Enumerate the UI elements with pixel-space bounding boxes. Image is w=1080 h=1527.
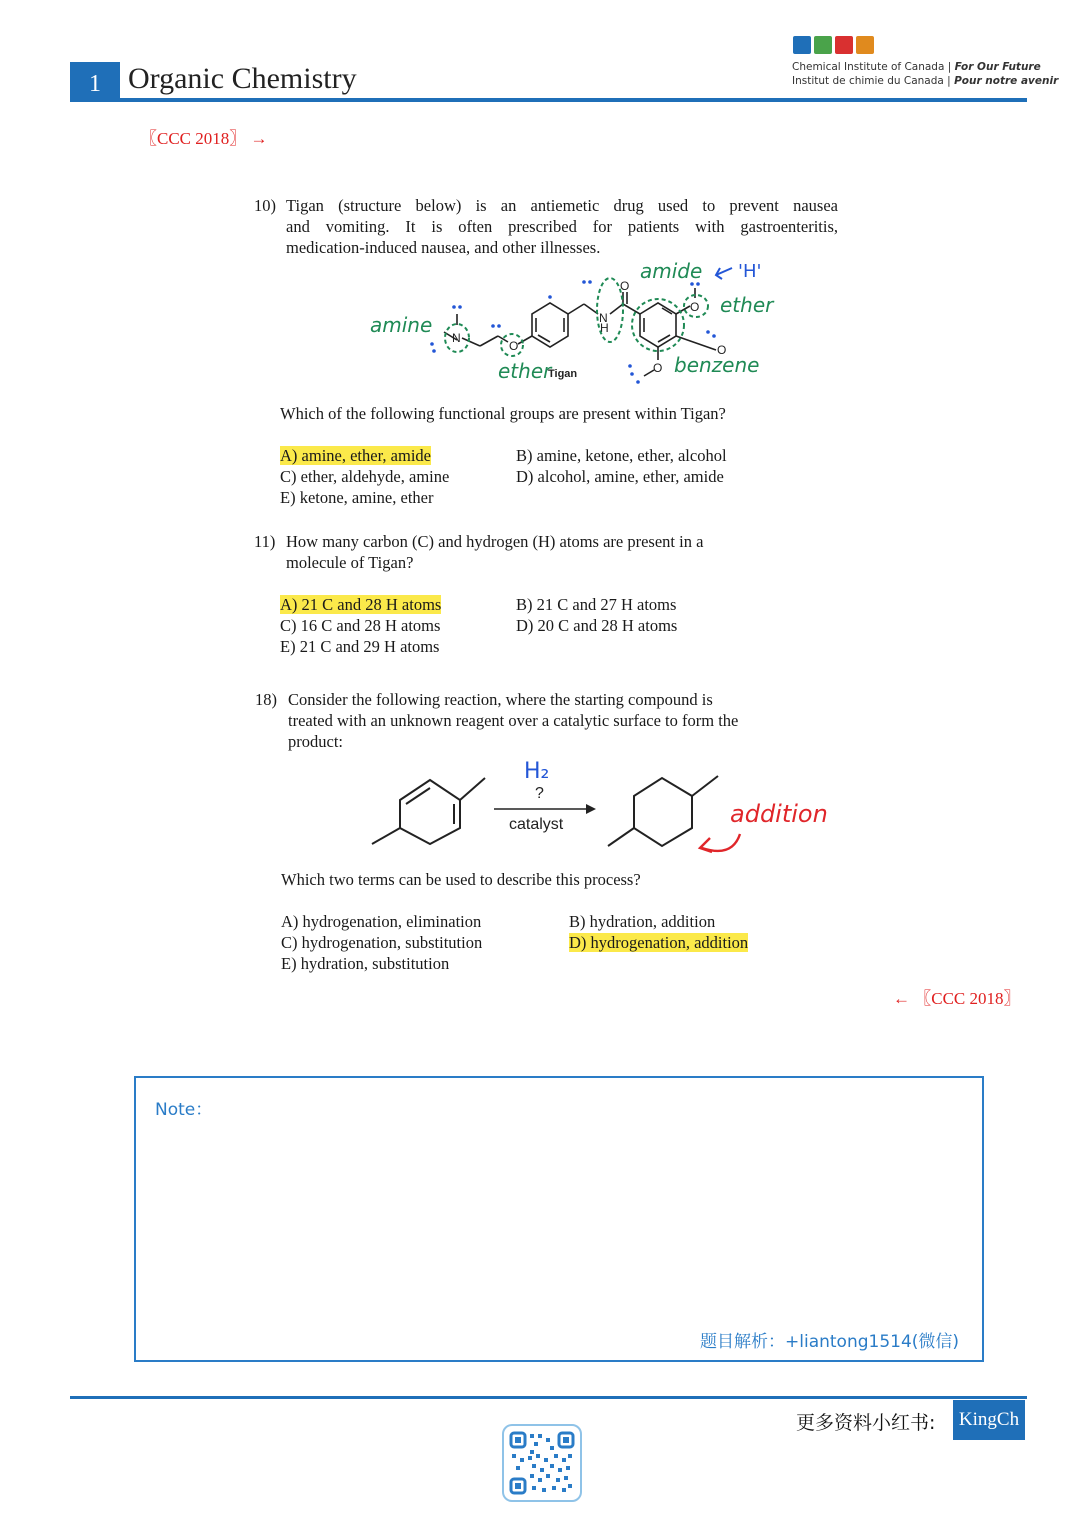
question-text-line: How many carbon (C) and hydrogen (H) atoms are present in a <box>286 532 704 551</box>
org-english-tagline: For Our Future <box>954 61 1041 73</box>
option-c: C) 16 C and 28 H atoms <box>280 616 441 635</box>
header-rule <box>70 98 1027 102</box>
question-text-line: product: <box>288 732 343 751</box>
handwritten-note: addition <box>730 800 828 828</box>
cic-logo-group <box>793 36 874 54</box>
answer-highlight: A) 21 C and 28 H atoms <box>280 595 442 614</box>
annotation-amine: amine <box>370 313 433 337</box>
annotation-h-label: 'H' <box>738 261 762 282</box>
option-e: E) 21 C and 29 H atoms <box>280 637 440 656</box>
option-d: D) 20 C and 28 H atoms <box>516 616 678 635</box>
option-d: D) alcohol, amine, ether, amide <box>516 467 724 486</box>
footer-rule <box>70 1396 1027 1399</box>
question-18 <box>255 689 835 752</box>
page-number-badge: 1 <box>70 62 120 102</box>
option-e: E) hydration, substitution <box>281 954 450 973</box>
reagent-unknown: ? <box>535 785 544 802</box>
methoxy-oxygen-label: O <box>653 361 663 375</box>
question-text-line: treated with an unknown reagent over a catalytic surface to form the <box>288 711 739 730</box>
annotation-ether-left: ether <box>498 359 552 383</box>
question-11 <box>254 531 814 573</box>
page-title: Organic Chemistry <box>128 62 357 95</box>
reaction-scheme-figure <box>360 752 880 864</box>
footer-text: 更多资料小红书: <box>796 1412 936 1434</box>
question-text-line: medication-induced nausea, and other illnesses. <box>286 238 601 257</box>
footer-badge: KingCh <box>953 1400 1025 1440</box>
product-ring <box>634 778 692 846</box>
carbonyl-oxygen-label: O <box>620 279 630 293</box>
question-10 <box>254 195 838 258</box>
question-number: 11) <box>254 532 276 551</box>
reagent-catalyst: catalyst <box>509 816 564 833</box>
qr-code <box>502 1424 582 1502</box>
methoxy-oxygen-label: O <box>690 300 700 314</box>
nitrogen-atom-label: N <box>452 331 461 345</box>
amide-nitrogen-label: N <box>599 311 608 325</box>
amide-hydrogen-label: H <box>600 321 609 335</box>
qr-code-icon <box>504 1426 580 1500</box>
methoxy-oxygen-label: O <box>717 343 727 357</box>
handwritten-arrow <box>702 834 740 851</box>
starting-ring <box>400 780 460 844</box>
option-d <box>569 933 748 953</box>
handwritten-reagent: H₂ <box>524 759 550 784</box>
annotation-benzene: benzene <box>674 353 760 377</box>
answer-highlight: D) hydrogenation, addition <box>569 933 749 952</box>
annotation-amide: amide <box>640 259 703 283</box>
option-a: A) hydrogenation, elimination <box>281 912 482 931</box>
note-box <box>134 1076 984 1362</box>
source-start-marker: 〖CCC 2018〗 → <box>140 129 268 148</box>
option-a <box>280 446 431 466</box>
option-e: E) ketone, amine, ether <box>280 488 434 507</box>
note-label: Note： <box>155 1100 213 1120</box>
csche-logo-icon <box>835 36 853 54</box>
option-b: B) hydration, addition <box>569 912 716 931</box>
tigan-structure-figure <box>360 250 800 390</box>
csc-logo-icon <box>814 36 832 54</box>
option-c: C) hydrogenation, substitution <box>281 933 483 952</box>
option-b: B) 21 C and 27 H atoms <box>516 595 677 614</box>
note-contact: 题目解析：+liantong1514(微信) <box>700 1332 960 1352</box>
source-end-marker: ← 〖CCC 2018〗 <box>893 989 1021 1008</box>
question-10-prompt: Which of the following functional groups are present within Tigan? <box>280 404 726 423</box>
question-text-line: Tigan (structure below) is an antiemetic drug used to prevent nausea <box>286 196 838 215</box>
reaction-arrowhead <box>586 804 596 814</box>
option-a <box>280 595 441 615</box>
question-number: 18) <box>255 690 277 709</box>
question-18-prompt: Which two terms can be used to describe this process? <box>281 870 641 889</box>
question-text-line: Consider the following reaction, where the starting compound is <box>288 690 713 709</box>
option-b: B) amine, ketone, ether, alcohol <box>516 446 727 465</box>
question-number: 10) <box>254 196 276 215</box>
annotation-ether-right: ether <box>720 293 774 317</box>
answer-highlight: A) amine, ether, amide <box>280 446 431 465</box>
org-english: Chemical Institute of Canada | <box>792 61 952 73</box>
org-french: Institut de chimie du Canada | <box>792 75 951 87</box>
cic-logo-icon <box>793 36 811 54</box>
oxygen-atom-label: O <box>509 339 519 353</box>
question-text-line: molecule of Tigan? <box>286 553 414 572</box>
option-c: C) ether, aldehyde, amine <box>280 467 450 486</box>
org-french-tagline: Pour notre avenir <box>954 75 1059 87</box>
figure-caption: Tigan <box>548 368 578 380</box>
csct-logo-icon <box>856 36 874 54</box>
question-text-line: and vomiting. It is often prescribed for patients with gastroenteritis, <box>286 217 838 236</box>
cic-organization-name <box>792 60 1058 88</box>
